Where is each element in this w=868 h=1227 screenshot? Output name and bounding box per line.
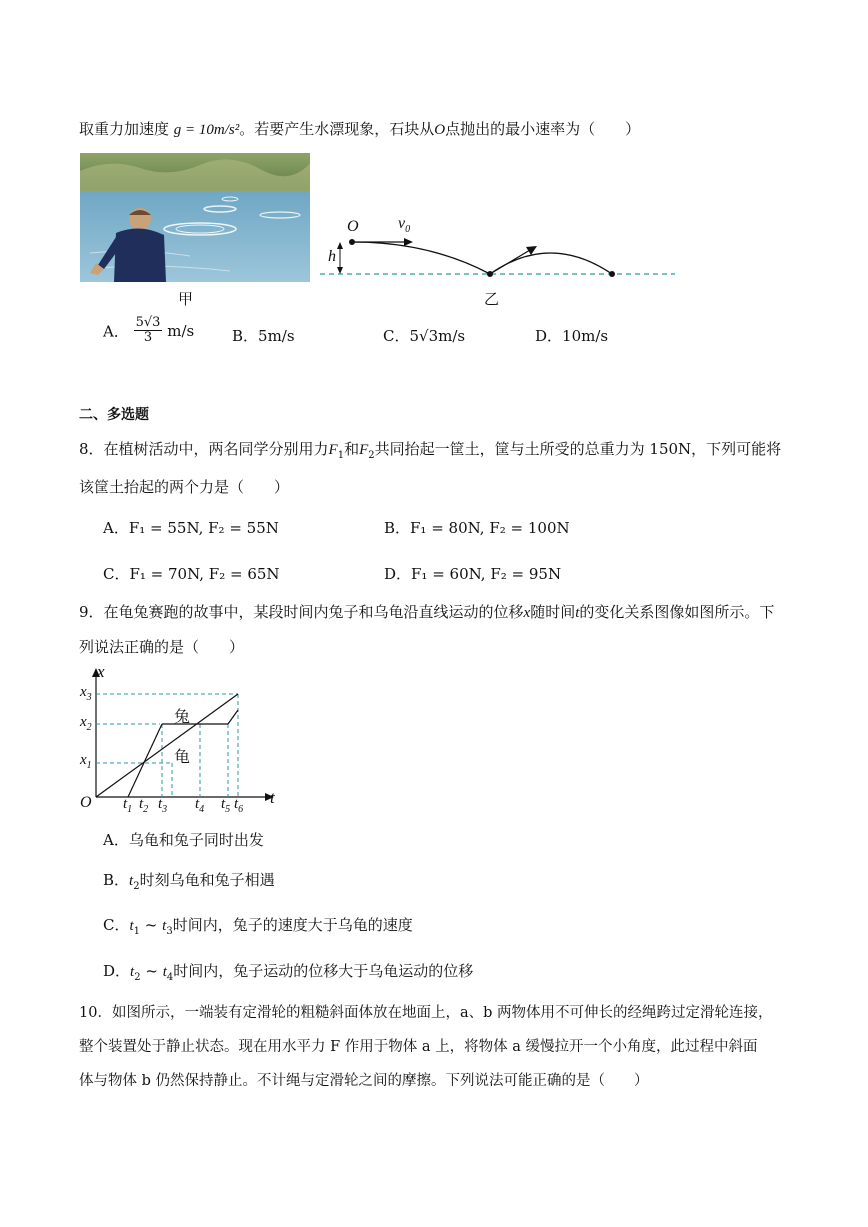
d-tilde: ~ <box>140 962 163 980</box>
fraction-denominator: 3 <box>143 330 153 346</box>
q8-stem-line1 <box>79 438 781 461</box>
fraction <box>134 316 163 346</box>
label-yi: 乙 <box>484 290 500 308</box>
option-letter: B． <box>232 327 259 345</box>
q7-point-o: O <box>434 122 446 138</box>
t2-letter: t <box>139 796 144 812</box>
graph-label-t6 <box>234 796 243 815</box>
q9-text-a: 9．在龟兔赛跑的故事中，某段时间内兔子和乌龟沿直线运动的位移 <box>79 603 524 621</box>
option-letter: D． <box>103 962 131 980</box>
graph-label-x1 <box>80 752 92 771</box>
fig-label-h: h <box>328 248 336 265</box>
graph-axis-x-label: t <box>270 788 275 807</box>
t5-sub: 5 <box>225 804 231 815</box>
x3-sub: 3 <box>86 692 92 703</box>
fig-v0-sub: 0 <box>405 224 411 236</box>
q9-option-b[interactable] <box>103 869 275 892</box>
q9-stem-line2: 列说法正确的是（ ） <box>79 638 245 656</box>
q8-stem-line2: 该筐土抬起的两个力是（ ） <box>79 478 290 496</box>
option-text: 时刻乌龟和兔子相遇 <box>139 871 275 889</box>
stone-skipping-photo <box>80 153 310 282</box>
q8-option-a[interactable]: A．F₁ = 55N, F₂ = 55N <box>103 519 279 537</box>
graph-label-t2 <box>139 796 148 815</box>
option-unit: m/s <box>167 321 195 340</box>
graph-label-t4 <box>195 796 204 815</box>
graph-label-t3 <box>158 796 167 815</box>
b-var-sub: 2 <box>133 881 140 892</box>
q7-option-d[interactable] <box>535 325 608 346</box>
graph-axis-y-label: x <box>97 662 105 681</box>
q8-f2: F <box>359 442 369 458</box>
c-tilde: ~ <box>140 916 163 934</box>
q8-f2-sub: 2 <box>368 450 375 461</box>
q8-option-b[interactable]: B．F₁ = 80N, F₂ = 100N <box>384 519 570 537</box>
t4-letter: t <box>195 796 200 812</box>
q7-g-formula: g = 10m/s² <box>173 122 240 138</box>
c-var-t2: t <box>162 918 167 934</box>
graph-label-x3 <box>80 684 92 703</box>
d-var-sub2: 4 <box>166 972 174 983</box>
option-letter: B． <box>103 871 130 889</box>
d-var-t1: t <box>130 964 135 980</box>
t5-letter: t <box>221 796 226 812</box>
option-text: 5√3m/s <box>409 327 466 345</box>
q9-text-c: 的变化关系图像如图所示。下 <box>579 603 775 621</box>
q8-option-c[interactable]: C．F₁ = 70N, F₂ = 65N <box>103 565 280 583</box>
t1-letter: t <box>123 796 128 812</box>
d-var-t2: t <box>162 964 167 980</box>
q7-option-c[interactable] <box>383 325 465 346</box>
option-text: 5m/s <box>258 327 295 345</box>
option-letter: A． <box>103 322 129 341</box>
option-letter: D． <box>535 327 563 345</box>
q7-stem <box>79 118 640 139</box>
q9-option-d[interactable] <box>103 960 473 983</box>
q8-option-d[interactable]: D．F₁ = 60N, F₂ = 95N <box>384 565 562 583</box>
t4-sub: 4 <box>199 804 205 815</box>
q10-stem-line3: 体与物体 b 仍然保持静止。不计绳与定滑轮之间的摩擦。下列说法可能正确的是（ ） <box>79 1073 649 1089</box>
q7-option-a[interactable] <box>103 316 194 346</box>
option-letter: C． <box>383 327 410 345</box>
t1-sub: 1 <box>127 804 133 815</box>
fig-v0-letter: v <box>398 215 406 232</box>
option-text: 时间内，兔子的速度大于乌龟的速度 <box>172 916 413 934</box>
x3-letter: x <box>80 684 87 700</box>
x1-sub: 1 <box>86 760 92 771</box>
xt-graph <box>78 660 288 820</box>
q9-text-b: 随时间 <box>530 603 576 621</box>
q9-var-x: x <box>523 605 531 621</box>
b-var-t: t <box>129 873 134 889</box>
c-var-t1: t <box>129 918 134 934</box>
graph-label-x2 <box>80 714 92 733</box>
q8-f1-sub: 1 <box>337 450 345 461</box>
q7-option-b[interactable] <box>232 325 295 346</box>
c-var-sub1: 1 <box>133 926 141 937</box>
d-var-sub1: 2 <box>134 972 141 983</box>
t3-sub: 3 <box>162 804 168 815</box>
q9-option-c[interactable] <box>103 914 413 937</box>
x2-sub: 2 <box>86 722 92 733</box>
q10-stem-line2: 整个装置处于静止状态。现在用水平力 F 作用于物体 a 上，将物体 a 缓慢拉开一个小角度，此过程中斜面 <box>79 1039 758 1055</box>
x2-letter: x <box>80 714 87 730</box>
t2-sub: 2 <box>143 804 149 815</box>
graph-label-turtle: 龟 <box>174 747 191 766</box>
graph-label-t5 <box>221 796 230 815</box>
q8-text-b: 共同抬起一筐土，筐与土所受的总重力为 150N，下列可能将 <box>374 440 782 458</box>
q8-text-a: 8．在植树活动中，两名同学分别用力 <box>79 440 329 458</box>
t3-letter: t <box>158 796 163 812</box>
graph-origin: O <box>80 794 92 811</box>
option-text: 时间内，兔子运动的位移大于乌龟运动的位移 <box>173 962 474 980</box>
q7-stem-part2: 。若要产生水漂现象，石块从 <box>239 120 435 138</box>
q8-and: 和 <box>344 440 360 458</box>
label-jia: 甲 <box>178 290 194 308</box>
graph-label-t1 <box>123 796 132 815</box>
t6-letter: t <box>234 796 239 812</box>
q7-stem-part1: 取重力加速度 <box>79 120 170 138</box>
c-var-sub2: 3 <box>166 926 173 937</box>
fraction-numerator: 5√3 <box>135 315 161 330</box>
q9-option-a[interactable]: A．乌龟和兔子同时出发 <box>103 831 264 849</box>
trajectory-diagram <box>320 212 680 282</box>
t6-sub: 6 <box>238 804 244 815</box>
option-letter: C． <box>103 916 130 934</box>
q7-stem-part3: 点抛出的最小速率为（ ） <box>445 120 641 138</box>
x1-letter: x <box>80 752 87 768</box>
q9-var-t: t <box>575 605 580 621</box>
q10-stem-line1: 10．如图所示，一端装有定滑轮的粗糙斜面体放在地面上，a、b 两物体用不可伸长的经绳跨过定滑轮连接， <box>79 1005 773 1021</box>
option-text: 10m/s <box>562 327 609 345</box>
fig-label-v0 <box>398 215 410 235</box>
q9-stem-line1 <box>79 601 774 622</box>
graph-label-rabbit: 兔 <box>174 707 191 726</box>
section-heading: 二、多选题 <box>79 407 149 423</box>
fig-label-o: O <box>347 218 359 235</box>
q8-f1: F <box>328 442 338 458</box>
